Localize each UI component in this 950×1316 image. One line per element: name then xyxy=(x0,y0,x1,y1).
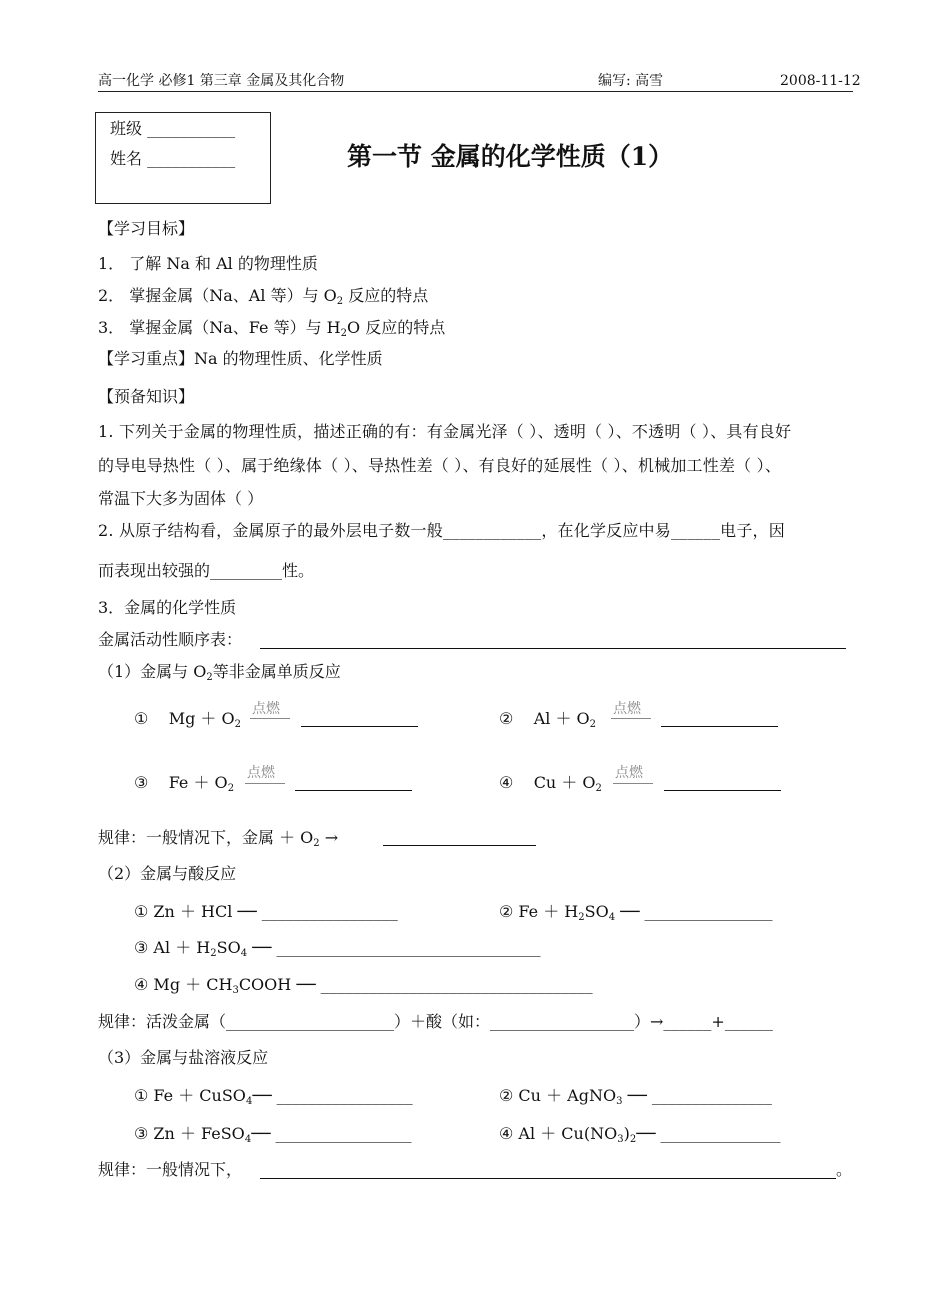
part1-reaction-4: ④ $Cu + O_2$ xyxy=(499,773,602,794)
answer-blank[interactable] xyxy=(664,790,781,791)
condition-ignite: 点燃 xyxy=(252,701,280,717)
header-date: 2008-11-12 xyxy=(780,73,861,89)
reaction-arrow xyxy=(250,718,290,719)
part1-reaction-1: ① $Mg + O_2$ xyxy=(134,709,241,730)
part2-heading: （2）金属与酸反应 xyxy=(98,864,237,883)
prep-heading: 【预备知识】 xyxy=(98,387,195,406)
reaction-arrow xyxy=(613,783,653,784)
goal-item-3: 3． 掌握金属（Na、Fe 等）与 $H_2O$ 反应的特点 xyxy=(98,318,446,339)
reaction-arrow xyxy=(611,718,651,719)
part2-reaction-1: ① Zn ＋ HCl ── _________________ xyxy=(134,902,398,921)
part3-reaction-3: ③ Zn ＋ FeSO$_4$── _________________ xyxy=(134,1124,412,1145)
part3-rule: 规律：一般情况下， xyxy=(98,1160,243,1179)
condition-ignite: 点燃 xyxy=(613,701,641,717)
part3-reaction-2: ② Cu ＋ AgNO$_3$ ── _______________ xyxy=(499,1086,772,1107)
goal-item-2: 2． 掌握金属（Na、Al 等）与 $O_2$ 反应的特点 xyxy=(98,286,429,307)
header-rule xyxy=(98,91,853,92)
header-course: 高一化学 必修1 第三章 金属及其化合物 xyxy=(98,73,345,89)
part2-reaction-3: ③ $Al + H_2SO_4$ ── _________________________________ xyxy=(134,938,541,959)
activity-series-label: 金属活动性顺序表： xyxy=(98,630,243,649)
prep-q1-line2: 的导电导热性（ ）、属于绝缘体（ ）、导热性差（ ）、有良好的延展性（ ）、机械加工性差（ ）、 xyxy=(98,456,782,475)
prep-q1-line1: 1. 下列关于金属的物理性质，描述正确的有：有金属光泽（ ）、透明（ ）、不透明（ ）、具有良好 xyxy=(98,422,792,441)
part1-reaction-3: ③ $Fe + O_2$ xyxy=(134,773,235,794)
part2-reaction-2: ② $Fe + H_2SO_4$ ── ________________ xyxy=(499,902,773,923)
page-title: 第一节 金属的化学性质（1） xyxy=(347,142,674,171)
name-field[interactable]: 姓名 ___________ xyxy=(110,149,236,168)
part2-rule: 规律：活泼金属（_____________________）＋酸（如：__________________）→______+______ xyxy=(98,1012,773,1031)
condition-ignite: 点燃 xyxy=(615,765,643,781)
class-field[interactable]: 班级 ___________ xyxy=(110,119,236,138)
prep-q1-line3: 常温下大多为固体（ ） xyxy=(98,489,264,508)
part1-rule-blank[interactable] xyxy=(383,845,536,846)
part3-reaction-1: ① Fe ＋ CuSO$_4$── _________________ xyxy=(134,1086,413,1107)
header-author: 编写: 高雪 xyxy=(598,73,664,89)
prep-q3-heading: 3．金属的化学性质 xyxy=(98,598,237,617)
prep-q2-line2: 而表现出较强的_________性。 xyxy=(98,561,315,580)
prep-q2-line1: 2. 从原子结构看，金属原子的最外层电子数一般____________，在化学反应中易______电子，因 xyxy=(98,521,785,540)
part1-heading: （1）金属与 $O_2$等非金属单质反应 xyxy=(98,662,341,683)
key-points: 【学习重点】Na 的物理性质、化学性质 xyxy=(98,349,383,368)
part3-rule-end: 。 xyxy=(836,1160,853,1179)
answer-blank[interactable] xyxy=(295,790,412,791)
part3-reaction-4: ④ $Al + Cu(NO_3)_2──$ _______________ xyxy=(499,1124,781,1145)
part3-heading: （3）金属与盐溶液反应 xyxy=(98,1048,269,1067)
answer-blank[interactable] xyxy=(301,726,418,727)
goal-item-1: 1． 了解 Na 和 Al 的物理性质 xyxy=(98,254,318,273)
part1-reaction-2: ② $Al + O_2$ xyxy=(499,709,597,730)
activity-series-blank[interactable] xyxy=(260,648,846,649)
reaction-arrow xyxy=(245,783,285,784)
part3-rule-blank[interactable] xyxy=(260,1178,836,1179)
part2-reaction-4: ④ $Mg + CH_3COOH$ ── __________________________________ xyxy=(134,975,593,996)
part1-rule: 规律：一般情况下，金属 ＋ $O_2$ → xyxy=(98,828,339,849)
answer-blank[interactable] xyxy=(661,726,778,727)
condition-ignite: 点燃 xyxy=(247,765,275,781)
goals-heading: 【学习目标】 xyxy=(98,219,195,238)
